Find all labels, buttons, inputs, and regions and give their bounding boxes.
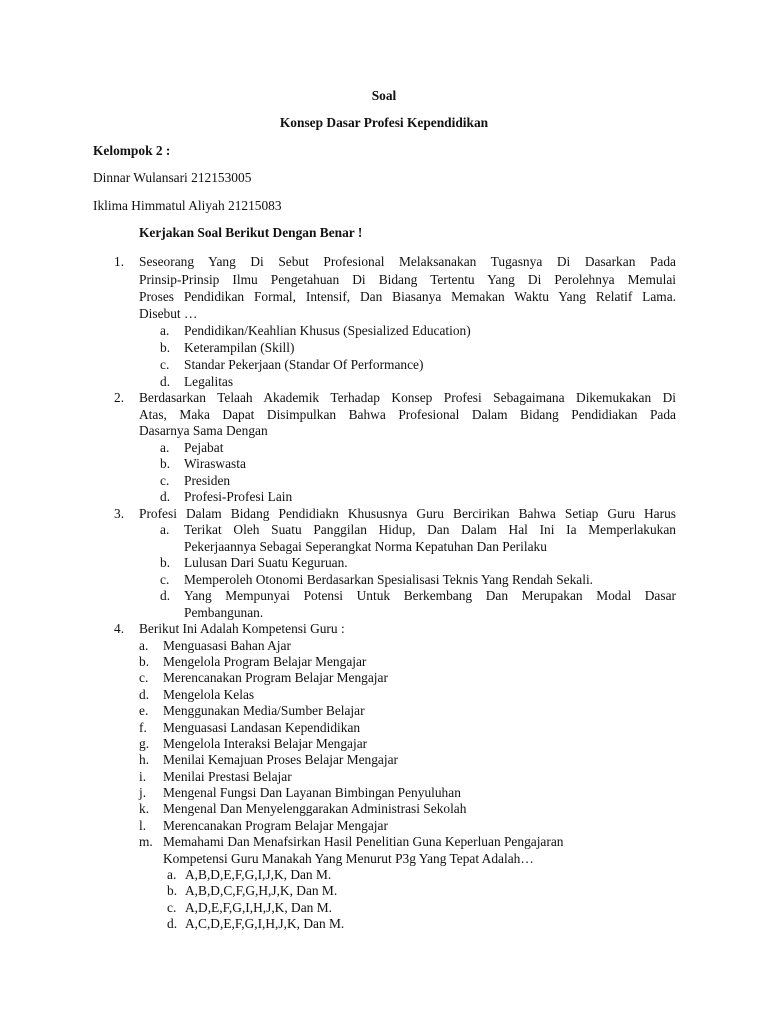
competency-item: Mengenal Dan Menyelenggarakan Administrasi Sekolah <box>163 801 467 816</box>
group-label: Kelompok 2 : <box>93 143 171 158</box>
option-text: Pekerjaannya Sebagai Seperangkat Norma Kepatuhan Dan Perilaku <box>184 539 547 554</box>
question-line: Seseorang Yang Di Sebut Profesional Melaksanakan Tugasnya Di Dasarkan Pada <box>139 254 676 269</box>
competency-item: Memahami Dan Menafsirkan Hasil Penelitian Guna Keperluan Pengajaran <box>163 834 564 849</box>
option-text: Presiden <box>184 473 231 488</box>
answer-letter: d. <box>167 916 178 931</box>
option-letter: a. <box>160 440 170 455</box>
question-line: Profesi Dalam Bidang Pendidiakn Khususnya Guru Bercirikan Bahwa Setiap Guru Harus <box>139 506 676 521</box>
answer-option: A,D,E,F,G,I,H,J,K, Dan M. <box>185 900 332 915</box>
competency-item: Mengelola Interaksi Belajar Mengajar <box>163 736 368 751</box>
option-text: Pembangunan. <box>184 605 264 620</box>
competency-letter: d. <box>139 687 150 702</box>
option-text: Standar Pekerjaan (Standar Of Performance) <box>184 357 424 372</box>
option-letter: a. <box>160 323 170 338</box>
competency-letter: c. <box>139 670 149 685</box>
competency-letter: i. <box>139 769 147 784</box>
answer-letter: b. <box>167 883 178 898</box>
competency-letter: f. <box>139 720 147 735</box>
competency-item: Mengelola Kelas <box>163 687 255 702</box>
competency-item: Mengenal Fungsi Dan Layanan Bimbingan Penyuluhan <box>163 785 461 800</box>
option-letter: d. <box>160 489 171 504</box>
competency-item: Menguasasi Landasan Kependidikan <box>163 720 361 735</box>
option-text: Keterampilan (Skill) <box>184 340 295 355</box>
document-title: Soal <box>371 88 397 103</box>
document-subtitle: Konsep Dasar Profesi Kependidikan <box>279 115 489 130</box>
answer-letter: a. <box>167 867 177 882</box>
option-text: Yang Mempunyai Potensi Untuk Berkembang Dan Merupakan Modal Dasar <box>184 588 676 603</box>
option-letter: d. <box>160 588 171 603</box>
member-name: Dinnar Wulansari 212153005 <box>93 170 252 185</box>
option-letter: b. <box>160 456 171 471</box>
competency-item: Merencanakan Program Belajar Mengajar <box>163 818 388 833</box>
option-text: Lulusan Dari Suatu Keguruan. <box>184 555 348 570</box>
question-line: Disebut … <box>139 306 198 321</box>
option-letter: b. <box>160 555 171 570</box>
option-text: Profesi-Profesi Lain <box>184 489 293 504</box>
option-letter: b. <box>160 340 171 355</box>
competency-letter: j. <box>139 785 147 800</box>
question-line: Proses Pendidikan Formal, Intensif, Dan Biasanya Memakan Waktu Yang Relatif Lama. <box>139 289 676 304</box>
question-number: 2. <box>114 390 125 405</box>
competency-letter: a. <box>139 638 149 653</box>
option-text: Wiraswasta <box>184 456 246 471</box>
competency-item: Menguasasi Bahan Ajar <box>163 638 291 653</box>
question-line: Dasarnya Sama Dengan <box>139 423 268 438</box>
competency-item: Menilai Kemajuan Proses Belajar Mengajar <box>163 752 399 767</box>
answer-letter: c. <box>167 900 177 915</box>
question-number: 4. <box>114 621 125 636</box>
option-letter: a. <box>160 522 170 537</box>
answer-option: A,B,D,C,F,G,H,J,K, Dan M. <box>185 883 338 898</box>
instruction: Kerjakan Soal Berikut Dengan Benar ! <box>139 225 363 240</box>
option-text: Pejabat <box>184 440 224 455</box>
competency-letter: b. <box>139 654 150 669</box>
competency-item: Mengelola Program Belajar Mengajar <box>163 654 367 669</box>
option-text: Legalitas <box>184 374 234 389</box>
option-letter: c. <box>160 572 170 587</box>
competency-letter: g. <box>139 736 150 751</box>
answer-option: A,C,D,E,F,G,I,H,J,K, Dan M. <box>185 916 345 931</box>
question-number: 3. <box>114 506 125 521</box>
option-text: Terikat Oleh Suatu Panggilan Hidup, Dan Dalam Hal Ini Ia Memperlakukan <box>184 522 676 537</box>
question-number: 1. <box>114 254 125 269</box>
competency-letter: e. <box>139 703 149 718</box>
option-letter: c. <box>160 473 170 488</box>
competency-item: Menilai Prestasi Belajar <box>163 769 292 784</box>
competency-letter: h. <box>139 752 150 767</box>
competency-letter: k. <box>139 801 150 816</box>
competency-letter: m. <box>139 834 153 849</box>
question-line: Berikut Ini Adalah Kompetensi Guru : <box>139 621 345 636</box>
question-line: Atas, Maka Dapat Disimpulkan Bahwa Profesional Dalam Bidang Pendidiakan Pada <box>139 407 676 422</box>
competency-item: Menggunakan Media/Sumber Belajar <box>163 703 365 718</box>
question-line: Prinsip-Prinsip Ilmu Pengetahuan Di Bidang Tertentu Yang Di Perolehnya Memulai <box>139 272 676 287</box>
competency-item: Merencanakan Program Belajar Mengajar <box>163 670 388 685</box>
question-line: Berdasarkan Telaah Akademik Terhadap Konsep Profesi Sebagaimana Dikemukakan Di <box>139 390 676 405</box>
competency-letter: l. <box>139 818 147 833</box>
answer-option: A,B,D,E,F,G,I,J,K, Dan M. <box>185 867 332 882</box>
member-name: Iklima Himmatul Aliyah 21215083 <box>93 198 282 213</box>
competency-item: Kompetensi Guru Manakah Yang Menurut P3g Yang Tepat Adalah… <box>163 851 534 866</box>
option-text: Memperoleh Otonomi Berdasarkan Spesialisasi Teknis Yang Rendah Sekali. <box>184 572 594 587</box>
option-letter: c. <box>160 357 170 372</box>
option-letter: d. <box>160 374 171 389</box>
option-text: Pendidikan/Keahlian Khusus (Spesialized Education) <box>184 323 471 338</box>
